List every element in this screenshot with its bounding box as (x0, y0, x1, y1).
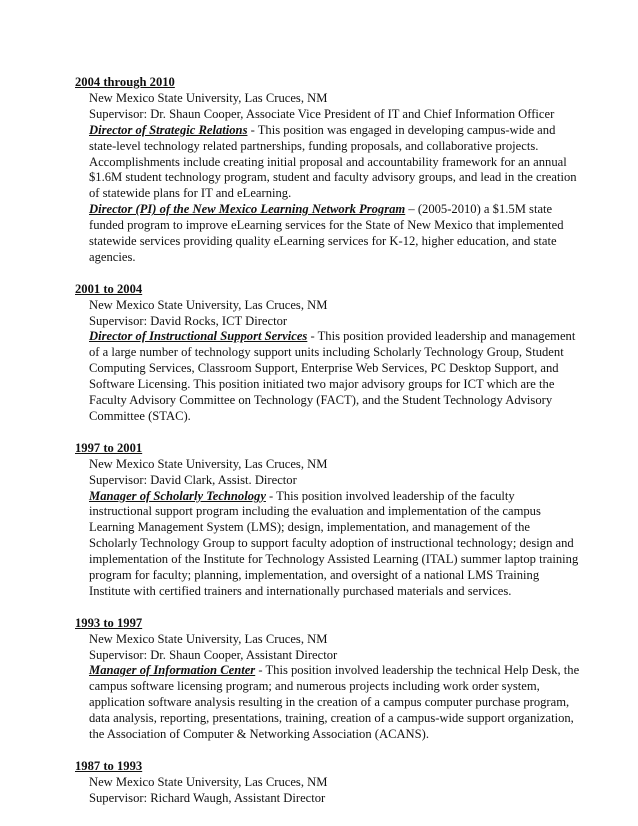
role-description-line: application software analysis resulting in the creation of a campus computer purchase program, (89, 695, 570, 710)
role-description-start: – (2005-2010) a $1.5M state (405, 202, 553, 217)
role-first-line (89, 329, 595, 345)
role-description-line: implementation of the Institute for Technology Assisted Learning (ITAL) summer laptop training (89, 552, 579, 567)
employment-period: 2001 to 2004 (75, 281, 143, 296)
employment-period: 1997 to 2001 (75, 440, 143, 455)
supervisor: Supervisor: David Clark, Assist. Director (89, 472, 297, 487)
organization: New Mexico State University, Las Cruces, NM (89, 90, 328, 105)
role-description-line: Computing Services, Classroom Support, Enterprise Web Services, PC Desktop Support, and (89, 361, 559, 376)
employment-period: 2004 through 2010 (75, 75, 175, 89)
employment-details (89, 457, 595, 600)
role-description-line: program for faculty; planning, implementation, and oversight of a national LMS Training (89, 568, 540, 583)
role-description-line: instructional support program including the evaluation and implementation of the campus (89, 504, 541, 519)
role-title: Manager of Information Center (89, 663, 256, 678)
role-description-start: - This position involved leadership the technical Help Desk, the (255, 663, 580, 678)
role-description-line: funded program to improve eLearning services for the State of New Mexico that implemented (89, 218, 564, 233)
role-description-line: Software Licensing. This position initiated two major advisory groups for ICT which are the (89, 377, 555, 392)
employment-period: 1993 to 1997 (75, 615, 143, 630)
employment-details (89, 775, 595, 807)
organization: New Mexico State University, Las Cruces, NM (89, 456, 328, 471)
role-description-line: statewide services providing quality eLearning services for K-12, higher education, and state (89, 234, 557, 249)
role-title: Director of Strategic Relations (89, 122, 248, 137)
role-description-line: Learning Management System (LMS); design, implementation, and management of the (89, 520, 531, 535)
role-description-start: - This position was engaged in developing campus-wide and (247, 122, 556, 137)
role-description-line: agencies. (89, 249, 136, 264)
supervisor: Supervisor: Dr. Shaun Cooper, Assistant Director (89, 647, 338, 662)
role-description-line: Scholarly Technology Group to support faculty adoption of instructional technology; design and (89, 536, 574, 551)
employment-details (89, 298, 595, 425)
role-first-line (89, 202, 595, 218)
employment-period: 1987 to 1993 (75, 758, 143, 773)
employment-details (89, 632, 595, 743)
role-description-line: of a large number of technology support units including Scholarly Technology Group, Student (89, 345, 564, 360)
role-title: Director (PI) of the New Mexico Learning Network Program (89, 202, 406, 217)
role-description-line: Committee (STAC). (89, 409, 191, 424)
role-description-line: data analysis, reporting, presentations, training, creation of a campus-wide support organization, (89, 711, 574, 726)
employment-entry (75, 616, 595, 743)
supervisor: Supervisor: Dr. Shaun Cooper, Associate Vice President of IT and Chief Information Officer (89, 106, 555, 121)
role-title: Manager of Scholarly Technology (89, 488, 266, 503)
employment-entry (75, 441, 595, 600)
role-description-line: Faculty Advisory Committee on Technology (FACT), and the Student Technology Advisory (89, 393, 553, 408)
employment-entry (75, 282, 595, 425)
role-description-line: Accomplishments include creating initial proposal and accountability framework for an annual (89, 154, 567, 169)
resume-page (75, 75, 595, 823)
role-description-line: campus software licensing program; and numerous projects including work order system, (89, 679, 540, 694)
organization: New Mexico State University, Las Cruces, NM (89, 297, 328, 312)
role-description-line: the Association of Computer & Networking Association (ACANS). (89, 727, 429, 742)
organization: New Mexico State University, Las Cruces, NM (89, 631, 328, 646)
role-description-line: Institute with certified trainers and internationally purchased materials and services. (89, 583, 512, 598)
employment-entry (75, 759, 595, 807)
role-first-line (89, 663, 595, 679)
employment-entry (75, 75, 595, 266)
organization: New Mexico State University, Las Cruces, NM (89, 774, 328, 789)
role-first-line (89, 489, 595, 505)
supervisor: Supervisor: David Rocks, ICT Director (89, 313, 288, 328)
role-description-line: $1.6M student technology program, student and faculty advisory groups, and lead in the creation (89, 170, 577, 185)
role-description-start: - This position involved leadership of the faculty (265, 488, 515, 503)
role-description-line: of statewide plans for IT and eLearning. (89, 186, 292, 201)
supervisor: Supervisor: Richard Waugh, Assistant Director (89, 790, 326, 805)
role-description-start: - This position provided leadership and management (307, 329, 576, 344)
employment-details (89, 91, 595, 266)
role-title: Director of Instructional Support Services (89, 329, 308, 344)
role-first-line (89, 123, 595, 139)
role-description-line: state-level technology related partnerships, funding proposals, and collaborative projects. (89, 138, 539, 153)
